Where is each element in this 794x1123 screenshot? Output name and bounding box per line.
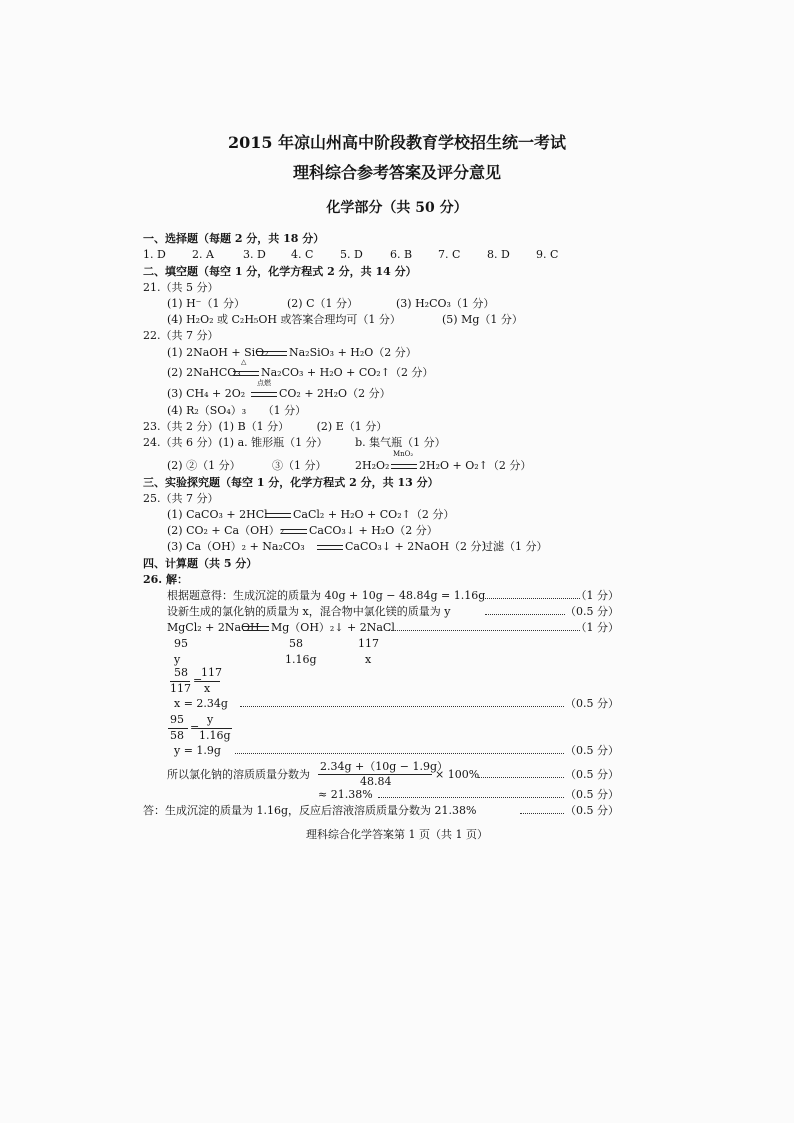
- mass-fraction-percent: × 100%: [435, 768, 480, 781]
- q21-answer-4: (4) H₂O₂ 或 C₂H₅OH 或答案合理均可（1 分）: [167, 313, 401, 326]
- q22-answer-4: (4) R₂（SO₄）₃ （1 分）: [167, 404, 307, 417]
- mc-answer: 5. D: [340, 248, 363, 261]
- q22-heading: 22.（共 7 分）: [143, 329, 219, 342]
- score: （0.5 分）: [565, 788, 619, 801]
- leader-dots: [378, 797, 564, 798]
- fraction-2r-numerator: y: [207, 713, 214, 726]
- q25-eq1-right: CaCl₂ + H₂O + CO₂↑（2 分）: [293, 508, 455, 521]
- q22-eq3-right: CO₂ + 2H₂O（2 分）: [279, 387, 391, 400]
- q21-answer-3: (3) H₂CO₃（1 分）: [396, 297, 495, 310]
- page-footer: 理科综合化学答案第 1 页（共 1 页）: [306, 828, 488, 841]
- q26-equation-right: Mg（OH）₂↓ + 2NaCl: [271, 621, 395, 634]
- molar-mass-mgcl2: 95: [174, 637, 188, 650]
- var-y: y: [174, 653, 181, 666]
- var-x: x: [365, 653, 372, 666]
- reaction-condition-catalyst: MnO₂: [393, 450, 414, 458]
- q24-line-1: 24.（共 6 分）(1) a. 锥形瓶（1 分） b. 集气瓶（1 分）: [143, 436, 446, 449]
- score: （0.5 分）: [565, 804, 619, 817]
- fraction-1-equals: =: [193, 674, 203, 687]
- fraction-2-equals: =: [190, 721, 200, 734]
- section-3-heading: 三、实验探究题（每空 1 分，化学方程式 2 分，共 13 分）: [143, 476, 439, 489]
- q25-eq2-left: (2) CO₂ + Ca（OH）₂: [167, 524, 285, 537]
- mc-answer: 9. C: [536, 248, 559, 261]
- q21-answer-2: (2) C（1 分）: [287, 297, 358, 310]
- q26-step-1: 根据题意得：生成沉淀的质量为 40g + 10g − 48.84g = 1.16g: [167, 589, 486, 602]
- q26-step-2: 设新生成的氯化钠的质量为 x，混合物中氯化镁的质量为 y: [167, 605, 451, 618]
- exam-subtitle: 理科综合参考答案及评分意见: [292, 163, 501, 182]
- score: （1 分）: [575, 589, 619, 602]
- fraction-1r-numerator: 117: [201, 666, 222, 679]
- q24-answer-2: (2) ②（1 分）: [167, 459, 241, 472]
- fraction-2r-denominator: 1.16g: [199, 729, 231, 742]
- leader-dots: [240, 706, 564, 707]
- score: （0.5 分）: [565, 697, 619, 710]
- q25-heading: 25.（共 7 分）: [143, 492, 219, 505]
- leader-dots: [485, 614, 565, 615]
- q26-equation-left: MgCl₂ + 2NaOH: [167, 621, 260, 634]
- q25-eq2-right: CaCO₃↓ + H₂O（2 分）: [309, 524, 438, 537]
- section-1-heading: 一、选择题（每题 2 分，共 18 分）: [143, 232, 325, 245]
- score: （0.5 分）: [565, 744, 619, 757]
- leader-dots: [235, 753, 564, 754]
- mc-answer: 6. B: [390, 248, 413, 261]
- exam-title: 2015 年凉山州高中阶段教育学校招生统一考试: [227, 133, 567, 152]
- mc-answer: 8. D: [487, 248, 510, 261]
- approx-result: ≈ 21.38%: [318, 788, 373, 801]
- mc-answer: 2. A: [192, 248, 214, 261]
- final-answer: 答：生成沉淀的质量为 1.16g，反应后溶液溶质质量分数为 21.38%: [143, 804, 477, 817]
- equals-sign: [391, 464, 417, 469]
- result-x: x = 2.34g: [174, 697, 228, 710]
- result-y: y = 1.9g: [174, 744, 221, 757]
- q22-eq1-right: Na₂SiO₃ + H₂O（2 分）: [289, 346, 417, 359]
- equals-sign: [233, 371, 259, 376]
- q22-eq2-left: (2) 2NaHCO₃: [167, 366, 241, 379]
- q21-answer-1: (1) H⁻（1 分）: [167, 297, 245, 310]
- q25-eq3-right: CaCO₃↓ + 2NaOH（2 分）: [345, 540, 493, 553]
- section-2-heading: 二、填空题（每空 1 分，化学方程式 2 分，共 14 分）: [143, 265, 417, 278]
- fraction-1r-denominator: x: [204, 682, 211, 695]
- score: （0.5 分）: [565, 768, 619, 781]
- q22-eq2-right: Na₂CO₃ + H₂O + CO₂↑（2 分）: [261, 366, 434, 379]
- leader-dots: [520, 813, 564, 814]
- q25-eq3-left: (3) Ca（OH）₂ + Na₂CO₃: [167, 540, 305, 553]
- score: （1 分）: [575, 621, 619, 634]
- q22-eq3-left: (3) CH₄ + 2O₂: [167, 387, 246, 400]
- mc-answer: 4. C: [291, 248, 314, 261]
- leader-dots: [388, 630, 580, 631]
- q25-eq1-left: (1) CaCO₃ + 2HCl: [167, 508, 268, 521]
- q25-filter: 过滤（1 分）: [482, 540, 548, 553]
- mc-answer: 7. C: [438, 248, 461, 261]
- leader-dots: [478, 777, 564, 778]
- molar-mass-mgoh2: 58: [289, 637, 303, 650]
- mass-fraction-label: 所以氯化钠的溶质质量分数为: [167, 768, 310, 781]
- equals-sign: [243, 626, 269, 631]
- fraction-2-numerator: 95: [170, 713, 184, 726]
- equals-sign: [317, 545, 343, 550]
- reaction-condition-heat: △: [241, 358, 247, 366]
- fraction-1-denominator: 117: [170, 682, 191, 695]
- equals-sign: [281, 529, 307, 534]
- molar-mass-nacl: 117: [358, 637, 379, 650]
- q21-answer-5: (5) Mg（1 分）: [442, 313, 523, 326]
- q23: 23.（共 2 分）(1) B（1 分） (2) E（1 分）: [143, 420, 388, 433]
- leader-dots: [480, 598, 580, 599]
- reaction-condition-ignite: 点燃: [257, 379, 271, 387]
- section-4-heading: 四、计算题（共 5 分）: [143, 557, 258, 570]
- mc-answer: 3. D: [243, 248, 266, 261]
- q24-eq-right: 2H₂O + O₂↑（2 分）: [419, 459, 532, 472]
- q22-eq1-left: (1) 2NaOH + SiO₂: [167, 346, 269, 359]
- equals-sign: [257, 351, 287, 356]
- mass-fraction-denominator: 48.84: [360, 775, 392, 788]
- score: （0.5 分）: [565, 605, 619, 618]
- q21-heading: 21.（共 5 分）: [143, 281, 219, 294]
- equals-sign: [265, 513, 291, 518]
- equals-sign: [251, 392, 277, 397]
- mc-answer: 1. D: [143, 248, 166, 261]
- q24-answer-3: ③（1 分）: [272, 459, 327, 472]
- fraction-2-denominator: 58: [170, 729, 184, 742]
- fraction-1-numerator: 58: [174, 666, 188, 679]
- q24-eq-left: 2H₂O₂: [355, 459, 390, 472]
- q26-heading: 26. 解：: [143, 573, 188, 586]
- mass-fraction-numerator: 2.34g +（10g − 1.9g）: [320, 760, 449, 773]
- precipitate-mass: 1.16g: [285, 653, 317, 666]
- part-title: 化学部分（共 50 分）: [326, 200, 468, 216]
